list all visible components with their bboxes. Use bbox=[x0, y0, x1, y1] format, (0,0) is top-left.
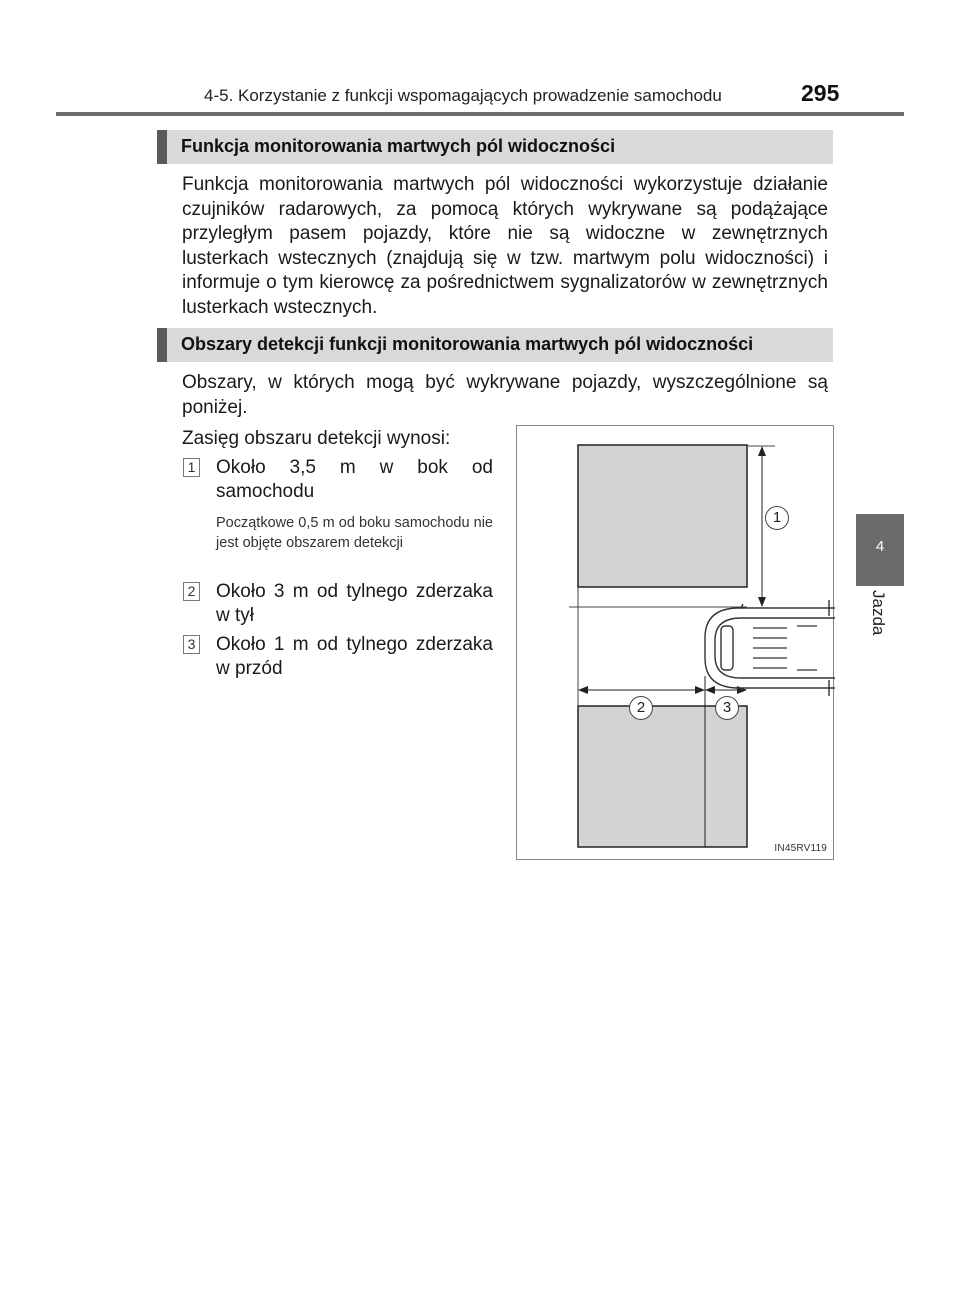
figure-callout: 2 bbox=[629, 696, 653, 720]
rear-detection-zone bbox=[578, 706, 747, 847]
arrowhead bbox=[758, 597, 766, 607]
page-number: 295 bbox=[801, 80, 840, 106]
arrowhead bbox=[705, 686, 715, 694]
item-number-box: 2 bbox=[183, 582, 200, 601]
header-divider bbox=[56, 112, 904, 116]
figure-callout: 3 bbox=[715, 696, 739, 720]
chapter-number: 4 bbox=[875, 538, 885, 555]
range-intro: Zasięg obszaru detekcji wynosi: bbox=[182, 428, 451, 449]
detection-area-figure bbox=[516, 425, 834, 860]
body-paragraph: Funkcja monitorowania martwych pól widoczności wykorzystuje działanie czujników radarowych, za pomocą których wykrywane są podążające przyległym pasem pojazdy, które nie są widoczne w zewnętrznych lusterkach wstecznych (znajdują się w tzw. martwym polu widoczności) i informuje o tym kierowcę za pośrednictwem sygnalizatorów w zewnętrznych lusterkach wstecznych. bbox=[182, 174, 828, 318]
section-heading: Funkcja monitorowania martwych pól widoczności bbox=[181, 136, 616, 156]
section-heading-bar bbox=[157, 328, 833, 362]
section-heading-bar bbox=[157, 130, 833, 164]
item-number-box: 3 bbox=[183, 635, 200, 654]
item-note: Początkowe 0,5 m od boku samochodu nie jest objęte obszarem detekcji bbox=[216, 515, 493, 551]
detection-area-diagram bbox=[517, 426, 835, 861]
item-text: Około 3 m od tylnego zderzaka w tył bbox=[216, 581, 493, 626]
figure-callout: 1 bbox=[765, 506, 789, 530]
body-paragraph: Obszary, w których mogą być wykrywane pojazdy, wyszczególnione są poniżej. bbox=[182, 372, 828, 418]
running-header-title: 4-5. Korzystanie z funkcji wspomagających prowadzenie samochodu bbox=[204, 86, 722, 105]
arrowhead bbox=[578, 686, 588, 694]
side-detection-zone bbox=[578, 445, 747, 587]
item-text: Około 3,5 m w bok od samochodu bbox=[216, 457, 493, 502]
item-number-box: 1 bbox=[183, 458, 200, 477]
arrowhead bbox=[695, 686, 705, 694]
vehicle-roof-rails bbox=[753, 626, 817, 670]
arrowhead bbox=[758, 446, 766, 456]
chapter-tab[interactable] bbox=[856, 514, 904, 586]
item-text: Około 1 m od tylnego zderzaka w przód bbox=[216, 634, 493, 679]
section-heading: Obszary detekcji funkcji monitorowania martwych pól widoczności bbox=[181, 334, 754, 354]
figure-code: IN45RV119 bbox=[774, 843, 827, 854]
chapter-label: Jazda bbox=[869, 590, 888, 636]
